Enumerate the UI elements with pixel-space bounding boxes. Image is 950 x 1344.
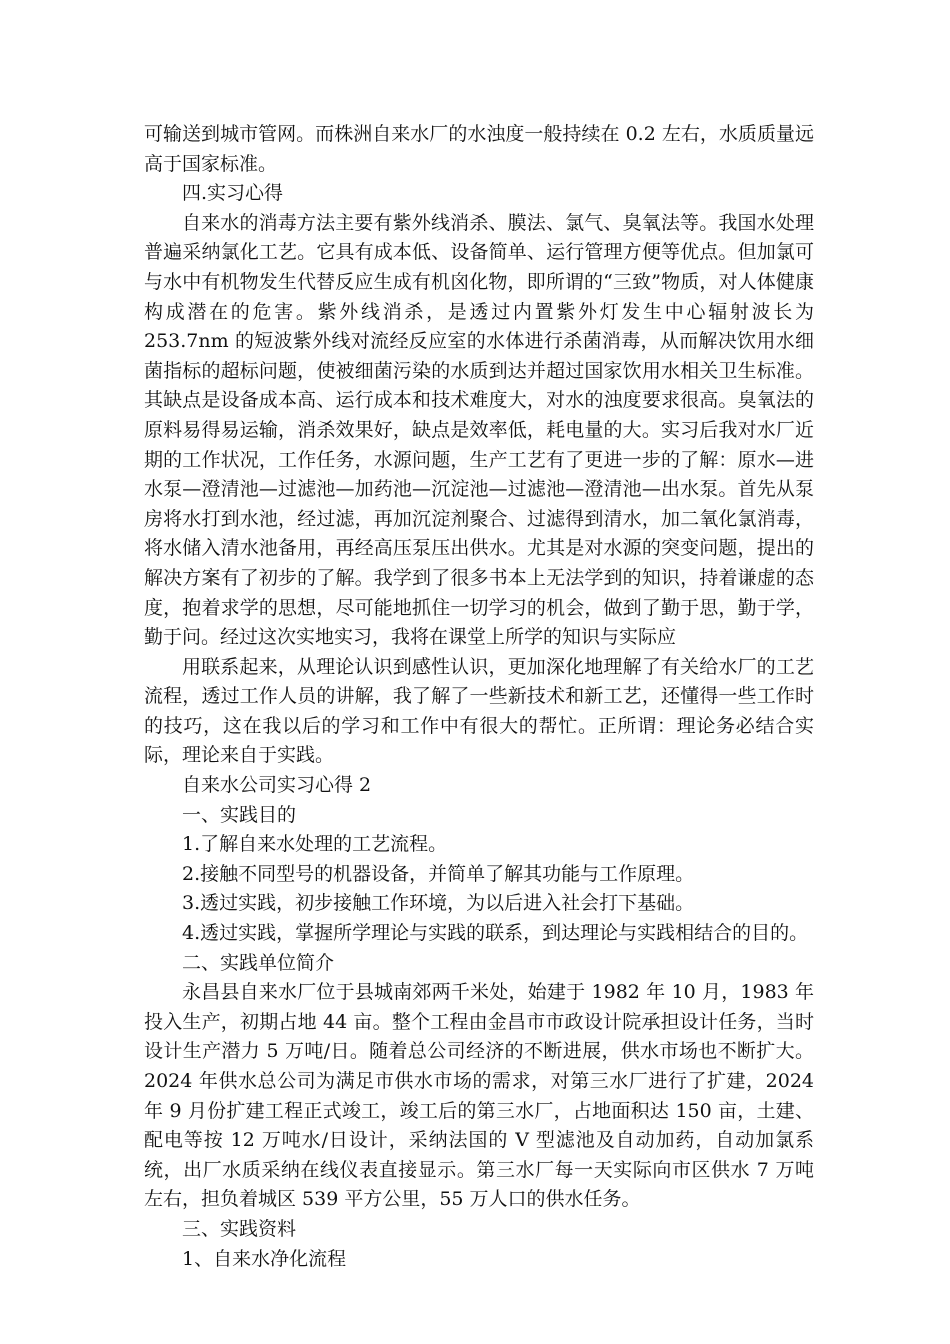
list-item-3: 3.透过实践，初步接触工作环境，为以后进入社会打下基础。 xyxy=(182,892,695,915)
list-item-2: 2.接触不同型号的机器设备，并简单了解其功能与工作原理。 xyxy=(182,862,695,885)
paragraph-theory-practice: 用联系起来，从理论认识到感性认识，更加深化地理解了有关给水厂的工艺流程，透过工作人员的讲解，我了解了一些新技术和新工艺，还懂得一些工作时的技巧，这在我以后的学习和工作中有很大的帮忙。正所谓：理论务必结合实际，理论来自于实践。 xyxy=(144,655,814,767)
list-item-1: 1.了解自来水处理的工艺流程。 xyxy=(182,833,448,856)
document-body xyxy=(144,120,814,1274)
paragraph-intro-continuation: 可输送到城市管网。而株洲自来水厂的水浊度一般持续在 0.2 左右，水质质量远高于国家标准。 xyxy=(144,123,814,175)
heading-purification-flow: 1、自来水净化流程 xyxy=(182,1247,347,1270)
heading-unit-intro: 二、实践单位简介 xyxy=(182,951,335,974)
heading-article-2: 自来水公司实习心得 2 xyxy=(182,774,372,797)
heading-purpose: 一、实践目的 xyxy=(182,803,297,826)
list-item-4: 4.透过实践，掌握所学理论与实践的联系，到达理论与实践相结合的目的。 xyxy=(182,922,809,945)
heading-practice-materials: 三、实践资料 xyxy=(182,1217,297,1240)
heading-section-4: 四.实习心得 xyxy=(182,182,284,205)
paragraph-unit-description: 永昌县自来水厂位于县城南郊两千米处，始建于 1982 年 10 月，1983 年投入生产，初期占地 44 亩。整个工程由金昌市市政设计院承担设计任务，当时设计生产潜力 5 万吨/日。随着总公司经济的不断进展，供水市场也不断扩大。2024 年供水总公司为满足市供水市场的需求，对第三水厂进行了扩建，2024 年 9 月份扩建工程正式竣工，竣工后的第三水厂，占地面积达 150 亩，土建、配电等按 12 万吨水/日设计，采纳法国的 V 型滤池及自动加药，自动加氯系统，出厂水质采纳在线仪表直接显示。第三水厂每一天实际向市区供水 7 万吨左右，担负着城区 539 平方公里，55 万人口的供水任务。 xyxy=(144,981,814,1211)
paragraph-disinfection-methods: 自来水的消毒方法主要有紫外线消杀、膜法、氯气、臭氧法等。我国水处理普遍采纳氯化工艺。它具有成本低、设备简单、运行管理方便等优点。但加氯可与水中有机物发生代替反应生成有机囟化物，即所谓的“三致”物质，对人体健康构成潜在的危害。紫外线消杀，是透过内置紫外灯发生中心辐射波长为 253.7nm 的短波紫外线对流经反应室的水体进行杀菌消毒，从而解决饮用水细菌指标的超标问题，使被细菌污染的水质到达并超过国家饮用水相关卫生标准。其缺点是设备成本高、运行成本和技术难度大，对水的浊度要求很高。臭氧法的原料易得易运输，消杀效果好，缺点是效率低，耗电量的大。实习后我对水厂近期的工作状况，工作任务，水源问题，生产工艺有了更进一步的了解：原水—进水泵—澄清池—过滤池—加药池—沉淀池—过滤池—澄清池—出水泵。首先从泵房将水打到水池，经过滤，再加沉淀剂聚合、过滤得到清水，加二氧化氯消毒，将水储入清水池备用，再经高压泵压出供水。尤其是对水源的突变问题，提出的解决方案有了初步的了解。我学到了很多书本上无法学到的知识，持着谦虚的态度，抱着求学的思想，尽可能地抓住一切学习的机会，做到了勤于思，勤于学，勤于问。经过这次实地实习，我将在课堂上所学的知识与实际应 xyxy=(144,211,814,649)
